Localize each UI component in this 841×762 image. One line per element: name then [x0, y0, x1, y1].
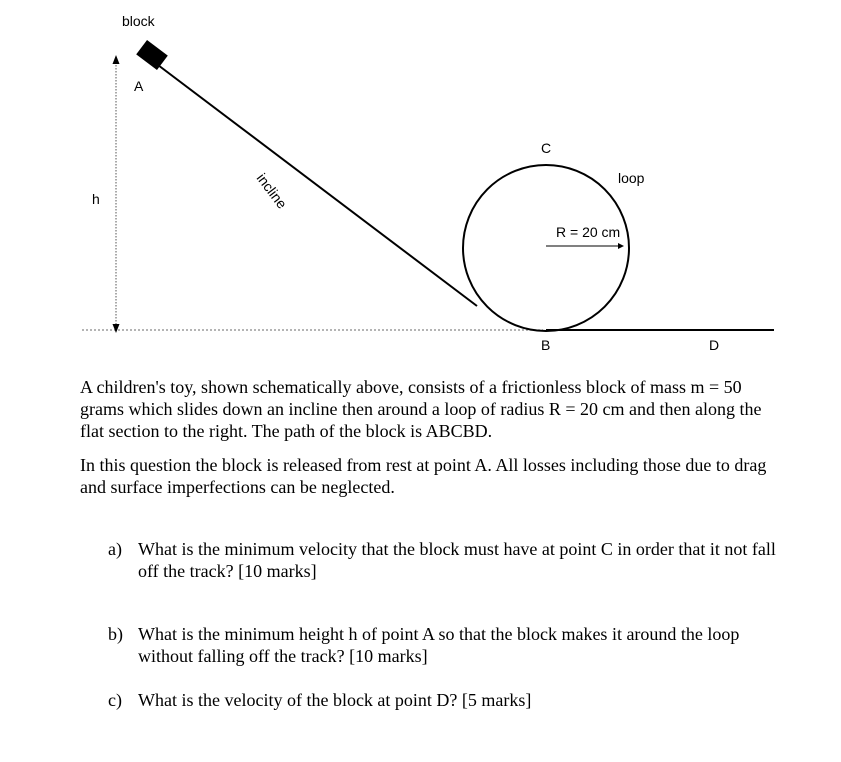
intro-paragraph: A children's toy, shown schematically above, consists of a frictionless block of mass m = 50 grams which slides down an incline then around a loop of radius R = 20 cm and then along the flat section to the right. The path of the block is ABCBD.	[80, 377, 762, 441]
question-a-text: What is the minimum velocity that the block must have at point C in order that it not fall off the track? [10 marks]	[138, 539, 776, 581]
height-label: h	[92, 191, 100, 207]
conditions-paragraph: In this question the block is released from rest at point A. All losses including those due to drag and surface imperfections can be neglected.	[80, 455, 767, 497]
question-a	[108, 538, 780, 582]
radius-label: R = 20 cm	[556, 224, 621, 240]
physics-diagram	[0, 0, 841, 370]
incline-line	[154, 62, 477, 306]
point-c-label: C	[541, 140, 552, 156]
question-b	[108, 623, 780, 667]
question-c-label: c)	[108, 690, 122, 710]
question-b-label: b)	[108, 624, 123, 644]
question-b-text: What is the minimum height h of point A so that the block makes it around the loop without falling off the track? [10 marks]	[138, 624, 740, 666]
incline-label: incline	[253, 170, 291, 212]
block-label: block	[122, 13, 155, 29]
height-arrow-bottom	[113, 324, 120, 333]
block-shape	[136, 40, 168, 70]
point-d-label: D	[709, 337, 720, 353]
point-b-label: B	[541, 337, 551, 353]
question-c	[108, 689, 780, 711]
question-c-text: What is the velocity of the block at point D? [5 marks]	[138, 690, 532, 710]
loop-label: loop	[618, 170, 645, 186]
question-a-label: a)	[108, 539, 122, 559]
height-arrow-top	[113, 55, 120, 64]
point-a-label: A	[134, 78, 144, 94]
loop-circle	[463, 165, 629, 331]
